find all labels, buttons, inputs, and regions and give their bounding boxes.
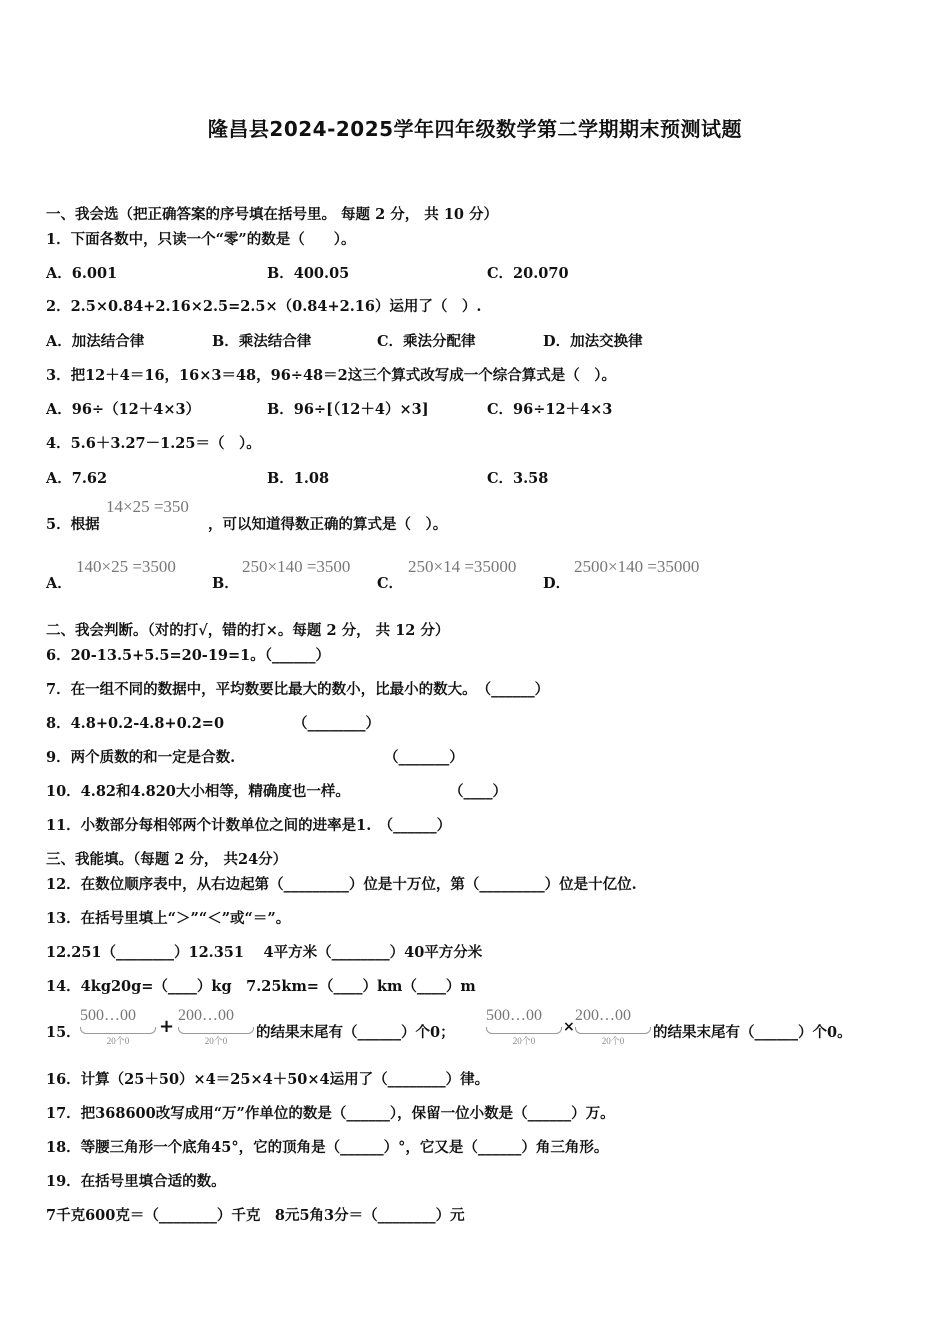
q5-option-c: 250×14 =35000 [408, 557, 517, 576]
q15-number-1 [80, 1007, 156, 1046]
q15-times: × [563, 1019, 575, 1035]
section-2-heading: 二、我会判断。（对的打√，错的打×。每题 2 分， 共 12 分） [46, 622, 450, 639]
question-8: 8．4.8+0.2-4.8+0.2=0 [46, 715, 225, 732]
question-16: 16．计算（25＋50）×4＝25×4＋50×4运用了（________）律。 [46, 1071, 490, 1088]
question-9: 9．两个质数的和一定是合数. [46, 749, 236, 766]
question-13-items: 12.251（________）12.351 4平方米（________）40平方分米 [46, 944, 483, 961]
q2-option-b: B．乘法结合律 [212, 333, 312, 350]
question-5-prefix: 5．根据 [46, 516, 100, 533]
question-15-number: 15． [46, 1024, 81, 1041]
question-9-blank: （_______） [384, 749, 464, 766]
question-19-items: 7千克600克＝（________）千克 8元5角3分＝（________）元 [46, 1207, 465, 1224]
q1-option-b: B．400.05 [267, 265, 350, 282]
q15-number-3-value: 500…00 [486, 1007, 542, 1024]
question-17: 17．把368600改写成用“万”作单位的数是（______），保留一位小数是（______）万。 [46, 1105, 615, 1122]
question-2: 2．2.5×0.84+2.16×2.5=2.5×（0.84+2.16）运用了（ ）. [46, 298, 482, 315]
q4-option-b: B．1.08 [267, 470, 330, 487]
q15-number-4-value: 200…00 [575, 1007, 631, 1024]
q15-number-4 [575, 1007, 651, 1046]
question-15-end: 的结果末尾有（______）个0。 [653, 1024, 852, 1041]
section-3-heading: 三、我能填。（每题 2 分， 共24分） [46, 851, 288, 868]
q15-number-3 [486, 1007, 562, 1046]
q5-option-b-label: B． [212, 575, 239, 592]
q2-option-c: C．乘法分配律 [377, 333, 476, 350]
q15-brace-4 [575, 1027, 651, 1034]
q15-number-1-sub: 20个0 [106, 1036, 130, 1046]
q2-option-a: A．加法结合律 [46, 333, 145, 350]
q5-formula: 14×25 =350 [106, 497, 189, 516]
q1-option-c: C．20.070 [487, 265, 569, 282]
q15-brace-2 [178, 1027, 254, 1034]
q5-option-a: 140×25 =3500 [76, 557, 176, 576]
q15-brace-3 [486, 1027, 562, 1034]
q5-option-c-label: C． [377, 575, 404, 592]
q5-option-b: 250×140 =3500 [242, 557, 351, 576]
q15-number-4-sub: 20个0 [601, 1036, 625, 1046]
question-6: 6．20-13.5+5.5=20-19=1。（______） [46, 647, 330, 664]
q5-option-d: 2500×140 =35000 [574, 557, 700, 576]
q4-option-a: A．7.62 [46, 470, 108, 487]
q3-option-b: B．96÷[（12＋4）×3] [267, 401, 429, 418]
question-8-blank: （________） [293, 715, 380, 732]
question-12: 12．在数位顺序表中，从右边起第（_________）位是十万位，第（_________）位是十亿位. [46, 876, 637, 893]
question-5-suffix: ，可以知道得数正确的算式是（ ）。 [208, 516, 448, 533]
question-15-middle: 的结果末尾有（______）个0； [256, 1024, 455, 1041]
q5-option-a-label: A． [46, 575, 72, 592]
page-title: 隆昌县2024-2025学年四年级数学第二学期期末预测试题 [207, 117, 743, 141]
question-7: 7．在一组不同的数据中，平均数要比最大的数小，比最小的数大。 （______） [46, 681, 550, 698]
question-4: 4．5.6＋3.27－1.25＝（ ）。 [46, 435, 261, 452]
q3-option-a: A．96÷（12＋4×3） [46, 401, 201, 418]
q15-number-2-value: 200…00 [178, 1007, 234, 1024]
section-1-heading: 一、我会选（把正确答案的序号填在括号里。 每题 2 分， 共 10 分） [46, 206, 499, 223]
question-18: 18．等腰三角形一个底角45°，它的顶角是（______）°，它又是（______）角三角形。 [46, 1139, 609, 1156]
question-10-blank: （____） [449, 783, 507, 800]
question-14: 14．4kg20g=（____）kg 7.25km=（____）km（____）m [46, 978, 476, 995]
q15-number-2-sub: 20个0 [204, 1036, 228, 1046]
q15-plus: + [159, 1016, 175, 1037]
q1-option-a: A．6.001 [46, 265, 118, 282]
q15-number-3-sub: 20个0 [512, 1036, 536, 1046]
q2-option-d: D．加法交换律 [543, 333, 643, 350]
q15-number-1-value: 500…00 [80, 1007, 136, 1024]
question-1: 1．下面各数中，只读一个“零”的数是（ ）。 [46, 231, 356, 248]
question-19: 19．在括号里填合适的数。 [46, 1173, 226, 1190]
q4-option-c: C．3.58 [487, 470, 549, 487]
question-10: 10．4.82和4.820大小相等，精确度也一样。 [46, 783, 350, 800]
question-3: 3．把12＋4＝16，16×3＝48，96÷48＝2这三个算式改写成一个综合算式是（ ）。 [46, 367, 616, 384]
q3-option-c: C．96÷12＋4×3 [487, 401, 613, 418]
q15-number-2 [178, 1007, 254, 1046]
question-11: 11．小数部分每相邻两个计数单位之间的进率是1. （______） [46, 817, 452, 834]
q5-option-d-label: D． [543, 575, 571, 592]
question-13: 13．在括号里填上“＞”“＜”或“＝”。 [46, 910, 291, 927]
q15-brace-1 [80, 1027, 156, 1034]
